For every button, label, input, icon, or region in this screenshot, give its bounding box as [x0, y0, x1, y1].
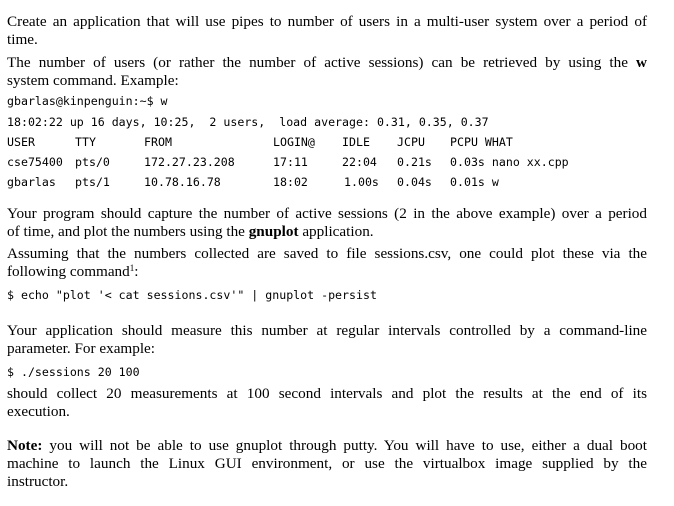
bold-text: gnuplot [248, 223, 299, 240]
text-line [7, 437, 647, 455]
table-cell: 22:04 [342, 155, 377, 169]
text: : [134, 263, 139, 280]
note-label: Note: [7, 437, 43, 454]
gnuplot-command: $ echo "plot '< cat sessions.csv'" | gnuplot -persist [7, 288, 377, 302]
text-line: instructor. [7, 473, 69, 490]
text: The number of users (or rather the number of active sessions) can be retrieved by using the [7, 54, 628, 71]
table-cell: 0.04s [397, 175, 432, 189]
text: you will not be able to use gnuplot through putty. You will have to use, either a dual boot [49, 437, 647, 454]
prompt: gbarlas@kinpenguin:~$ w [7, 94, 168, 108]
text-line [7, 263, 647, 281]
footnote-marker: 1 [129, 263, 135, 273]
text-line: Your program should capture the number of active sessions (2 in the above example) over a period [7, 205, 647, 222]
text-line: parameter. For example: [7, 340, 156, 357]
uptime-line: 18:02:22 up 16 days, 10:25, 2 users, load average: 0.31, 0.35, 0.37 [7, 115, 489, 129]
text: of time, and plot the numbers using the [7, 223, 245, 240]
text-line [7, 223, 647, 241]
text-line: Your application should measure this number at regular intervals controlled by a command-line [7, 322, 647, 339]
text-line: execution. [7, 403, 70, 420]
table-header: TTY [75, 135, 96, 149]
text-line: should collect 20 measurements at 100 second intervals and plot the results at the end of its [7, 385, 647, 402]
table-cell: 1.00s [344, 175, 379, 189]
text: following command [7, 263, 130, 280]
table-cell: pts/1 [75, 175, 110, 189]
table-cell: 0.01s w [450, 175, 499, 189]
table-cell: pts/0 [75, 155, 110, 169]
text-line: system command. Example: [7, 72, 179, 89]
table-header: USER [7, 135, 35, 149]
bold-text: w [636, 54, 647, 71]
table-cell: cse75400 [7, 155, 63, 169]
sessions-command: $ ./sessions 20 100 [7, 365, 140, 379]
text: application. [302, 223, 374, 240]
table-cell: 17:11 [273, 155, 308, 169]
table-cell: 0.03s nano xx.cpp [450, 155, 569, 169]
table-header: LOGIN@ [273, 135, 315, 149]
table-cell: 172.27.23.208 [144, 155, 235, 169]
text-line: time. [7, 31, 38, 48]
text-line: machine to launch the Linux GUI environment, or use the virtualbox image supplied by the [7, 455, 647, 472]
table-cell: 18:02 [273, 175, 308, 189]
table-cell: gbarlas [7, 175, 56, 189]
table-cell: 10.78.16.78 [144, 175, 221, 189]
text-line: Assuming that the numbers collected are saved to file sessions.csv, one could plot these via the [7, 245, 647, 262]
text-line: Create an application that will use pipes to number of users in a multi-user system over a period of [7, 13, 647, 30]
table-header: FROM [144, 135, 172, 149]
table-cell: 0.21s [397, 155, 432, 169]
text-line [7, 54, 647, 72]
table-header: JCPU [397, 135, 425, 149]
table-header: IDLE [342, 135, 370, 149]
table-header: PCPU WHAT [450, 135, 513, 149]
